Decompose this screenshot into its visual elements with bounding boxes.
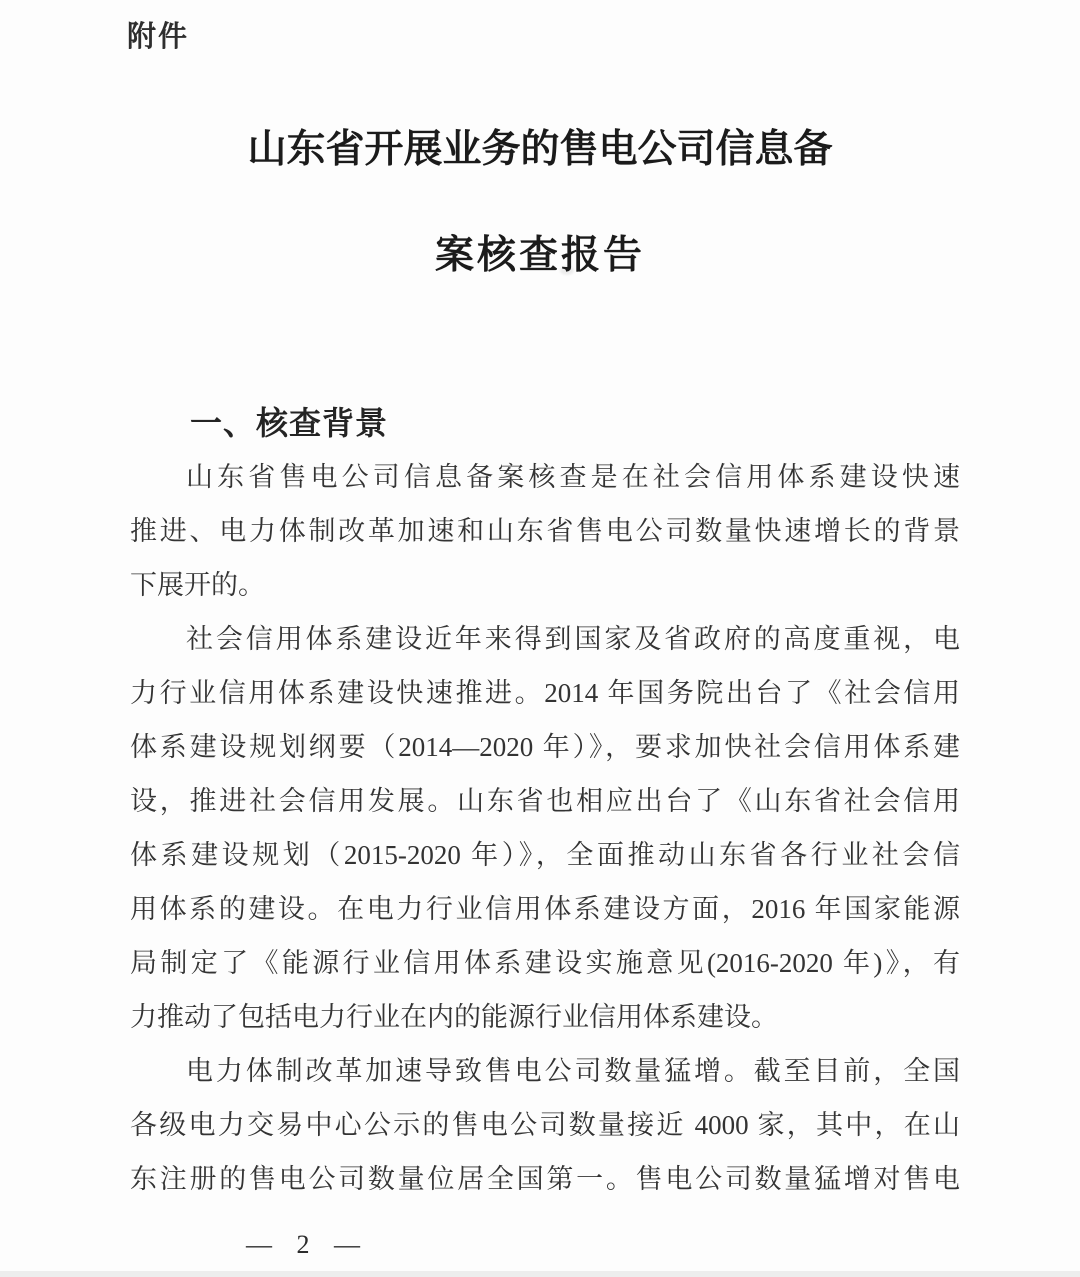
body-line: 社会信用体系建设近年来得到国家及省政府的高度重视，电 xyxy=(186,624,960,654)
document-title-line-1: 山东省开展业务的售电公司信息备 xyxy=(247,128,833,171)
page-number: — 2 — xyxy=(246,1230,369,1259)
body-line: 体系建设规划纲要（2014—2020 年）》，要求加快社会信用体系建 xyxy=(130,732,960,762)
body-text xyxy=(130,450,960,1206)
scan-edge-shadow xyxy=(0,1271,1080,1277)
attachment-label: 附件 xyxy=(127,21,190,53)
body-line: 局制定了《能源行业信用体系建设实施意见(2016-2020 年)》，有 xyxy=(130,948,960,978)
body-line: 用体系的建设。在电力行业信用体系建设方面，2016 年国家能源 xyxy=(130,894,960,924)
body-line: 山东省售电公司信息备案核查是在社会信用体系建设快速 xyxy=(186,462,960,492)
body-line: 下展开的。 xyxy=(130,570,265,600)
body-line: 体系建设规划（2015-2020 年）》，全面推动山东省各行业社会信 xyxy=(130,840,960,870)
body-line: 东注册的售电公司数量位居全国第一。售电公司数量猛增对售电 xyxy=(130,1164,960,1194)
body-line: 各级电力交易中心公示的售电公司数量接近 4000 家，其中，在山 xyxy=(130,1110,960,1140)
body-line: 力推动了包括电力行业在内的能源行业信用体系建设。 xyxy=(130,1002,778,1032)
body-line: 力行业信用体系建设快速推进。2014 年国务院出台了《社会信用 xyxy=(130,678,960,708)
body-line: 电力体制改革加速导致售电公司数量猛增。截至目前，全国 xyxy=(186,1056,960,1086)
section-heading-verification-background: 一、核查背景 xyxy=(190,405,389,441)
body-line: 设，推进社会信用发展。山东省也相应出台了《山东省社会信用 xyxy=(130,786,960,816)
body-line: 推进、电力体制改革加速和山东省售电公司数量快速增长的背景 xyxy=(130,516,960,546)
document-title-line-2: 案核查报告 xyxy=(434,234,645,277)
